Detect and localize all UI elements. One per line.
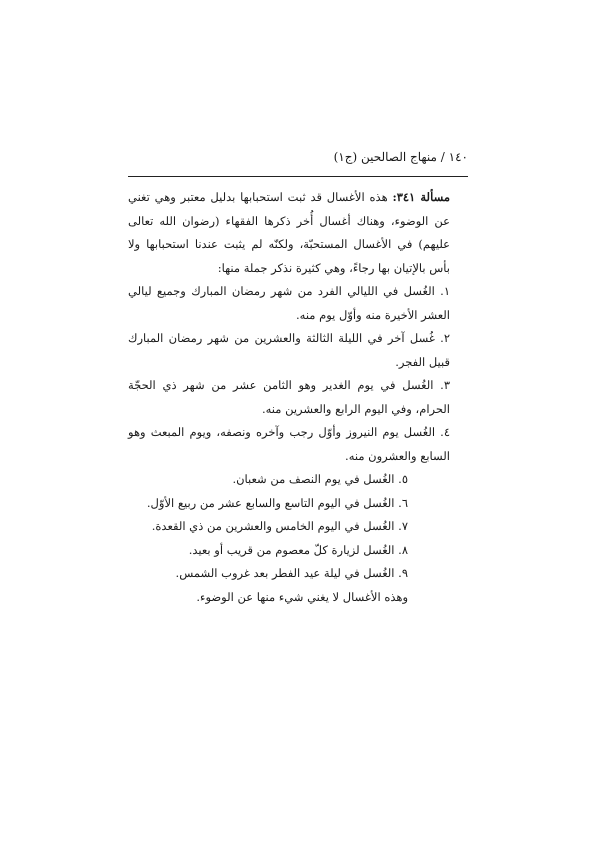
list-item-1: ١. الغُسل في الليالي الفرد من شهر رمضان المبارك وجميع ليالي العشر الأخيرة منه وأوّل يوم منه.	[128, 284, 450, 322]
header-rule	[128, 176, 468, 177]
list-item-9: ٩. الغُسل في ليلة عيد الفطر بعد غروب الشمس.	[175, 566, 408, 580]
list-item-3: ٣. الغُسل في يوم الغدير وهو الثامن عشر من شهر ذي الحجّة الحرام، وفي اليوم الرابع والعشرين منه.	[128, 378, 450, 416]
list-item-7: ٧. الغُسل في اليوم الخامس والعشرين من ذي القعدة.	[151, 519, 408, 533]
masala-body: هذه الأغسال قد ثبت استحبابها بدليل معتبر وهي تغني عن الوضوء، وهناك أغسال أُخر ذكرها الفقهاء (رضوان الله تعالى عليهم) في الأغسال المستحبّة، ولكنّه لم يثبت عندنا استحبابها ولا بأس بالإتيان بها رجاءً، وهي كثيرة نذكر جملة منها:	[128, 190, 450, 275]
masala-paragraph	[128, 186, 468, 280]
list-item-2: ٢. غُسل آخر في الليلة الثالثة والعشرين من شهر رمضان المبارك قبيل الفجر.	[128, 331, 450, 369]
list-item-5: ٥. الغُسل في يوم النصف من شعبان.	[232, 472, 408, 486]
list-item-4: ٤. الغُسل يوم النيروز وأوّل رجب وآخره ونصفه، ويوم المبعث وهو السابع والعشرون منه.	[128, 425, 450, 463]
page-body	[128, 186, 468, 609]
list-item-8: ٨. الغُسل لزيارة كلّ معصوم من قريب أو بعيد.	[188, 542, 408, 557]
running-header: ١٤٠ / منهاج الصالحين (ج١)	[333, 150, 468, 164]
list-item-6: ٦. الغُسل في اليوم التاسع والسابع عشر من ربيع الأوّل.	[146, 495, 408, 510]
masala-title: مسألة ٣٤١:	[392, 190, 450, 204]
closing-note: وهذه الأغسال لا يغني شيء منها عن الوضوء.	[196, 589, 408, 604]
